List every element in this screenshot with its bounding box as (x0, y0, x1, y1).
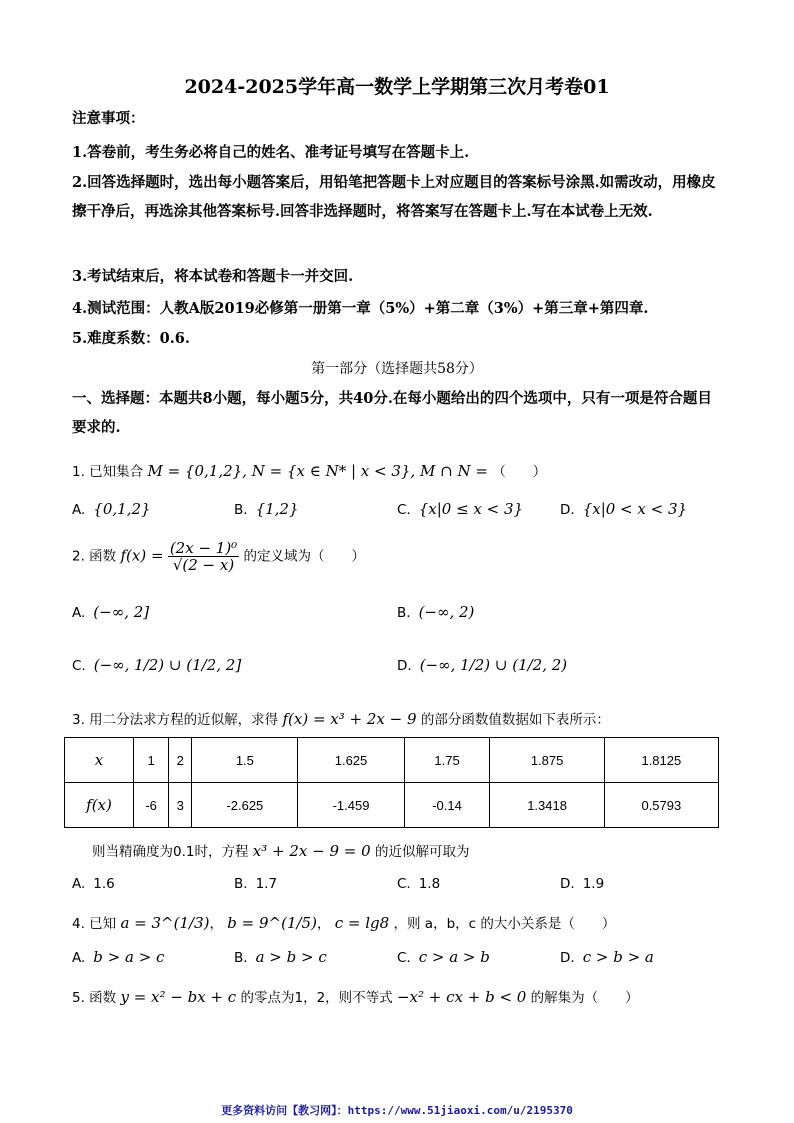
notice-item-1: 1.答卷前，考生务必将自己的姓名、准考证号填写在答题卡上. (72, 144, 470, 161)
table-row (65, 783, 719, 828)
q2-option-c: C. (−∞, 1/2) ∪ (1/2, 2] (72, 656, 242, 674)
table-cell: -6 (134, 783, 169, 828)
q3-text-b: 的部分函数值数据如下表所示： (420, 712, 610, 728)
q4-prefix: 4. 已知 (72, 916, 117, 932)
q2-numerator: (2x − 1)⁰ (169, 539, 238, 557)
table-row (65, 738, 719, 783)
table-header-x: x (65, 738, 134, 783)
q1-option-a: A. {0,1,2} (72, 500, 151, 518)
q2-suffix: 的定义域为（ ） (243, 548, 365, 565)
table-cell: -1.459 (298, 783, 404, 828)
notice-item-4: 4.测试范围：人教A版2019必修第一册第一章（5%）+第二章（3%）+第三章+第四章. (72, 300, 649, 317)
table-header-fx: f(x) (65, 783, 134, 828)
q4-option-c: C. c > a > b (397, 948, 490, 966)
notice-item-2: 2.回答选择题时，选出每小题答案后，用铅笔把答题卡上对应题目的答案标号涂黑.如需改动，用橡皮擦干净后，再选涂其他答案标号.回答非选择题时，将答案写在答题卡上.写在本试卷上无效. (72, 174, 716, 220)
question-4: 4. 已知 a = 3^(1/3)， b = 9^(1/5)， c = lg8 ，则 a，b，c 的大小关系是（ ） (72, 914, 616, 932)
q5-math1: y = x² − bx + c (120, 988, 237, 1006)
q5-math2: −x² + cx + b < 0 (396, 988, 527, 1006)
q4-suffix: ，则 a，b，c 的大小关系是（ ） (393, 916, 616, 932)
q2-lhs: f(x) = (120, 546, 164, 565)
value-table (64, 737, 719, 828)
q1-option-b: B. {1,2} (234, 500, 299, 518)
q3-math: f(x) = x³ + 2x − 9 (282, 710, 417, 728)
table-cell: 1.8125 (604, 738, 718, 783)
table-cell: 1.3418 (490, 783, 604, 828)
section-heading: 一、选择题：本题共8小题，每小题5分，共40分.在每小题给出的四个选项中，只有一项是符合题目要求的. (72, 390, 712, 436)
notice-item-5: 5.难度系数：0.6. (72, 330, 190, 347)
table-cell: 2 (169, 738, 192, 783)
q3-option-d: D. 1.9 (560, 876, 605, 892)
q3-option-a: A. 1.6 (72, 876, 115, 892)
table-cell: 1.625 (298, 738, 404, 783)
question-3 (72, 708, 610, 728)
page-title: 2024-2025学年高一数学上学期第三次月考卷01 (184, 76, 610, 98)
q4-option-b: B. a > b > c (234, 948, 327, 966)
q3-followup (92, 840, 469, 860)
q1-math: M = {0,1,2}, N = {x ∈ N* | x < 3}, M ∩ N = (147, 462, 488, 480)
q4-option-a: A. b > a > c (72, 948, 165, 966)
table-cell: -0.14 (404, 783, 490, 828)
q5-suffix: 的解集为（ ） (530, 990, 639, 1006)
notice-heading: 注意事项： (72, 110, 145, 127)
table-cell: 1.875 (490, 738, 604, 783)
q4-b: b = 9^(1/5) (227, 914, 317, 932)
q3-option-b: B. 1.7 (234, 876, 278, 892)
q3-follow-math: x³ + 2x − 9 = 0 (252, 842, 371, 860)
q2-option-d: D. (−∞, 1/2) ∪ (1/2, 2) (397, 656, 568, 674)
table-cell: 3 (169, 783, 192, 828)
q3-text-a: 3. 用二分法求方程的近似解，求得 (72, 712, 279, 728)
table-cell: 1 (134, 738, 169, 783)
q4-option-d: D. c > b > a (560, 948, 654, 966)
q3-follow-b: 的近似解可取为 (374, 844, 470, 860)
table-cell: -2.625 (192, 783, 298, 828)
notice-item-3: 3.考试结束后，将本试卷和答题卡一并交回. (72, 268, 354, 285)
q3-follow-a: 则当精确度为0.1时，方程 (92, 844, 249, 860)
q2-fraction (168, 540, 239, 573)
q2-denominator: √(2 − x) (172, 556, 235, 574)
q1-blank: （ ） (492, 464, 547, 480)
q5-mid: 的零点为1，2，则不等式 (240, 990, 393, 1006)
q2-prefix: 2. 函数 (72, 548, 117, 565)
question-2 (72, 540, 365, 573)
part-heading: 第一部分（选择题共58分） (311, 361, 483, 377)
question-5 (72, 986, 639, 1006)
q2-option-b: B. (−∞, 2) (397, 603, 475, 621)
table-cell: 1.5 (192, 738, 298, 783)
question-1 (72, 460, 546, 480)
q2-option-a: A. (−∞, 2] (72, 603, 150, 621)
q4-a: a = 3^(1/3) (120, 914, 210, 932)
q4-c: c = lg8 (334, 914, 390, 932)
q1-option-d: D. {x|0 < x < 3} (560, 500, 688, 518)
q5-prefix: 5. 函数 (72, 990, 117, 1006)
q1-prefix: 1. 已知集合 (72, 464, 144, 480)
q1-option-c: C. {x|0 ≤ x < 3} (397, 500, 524, 518)
table-cell: 1.75 (404, 738, 490, 783)
q3-option-c: C. 1.8 (397, 876, 441, 892)
table-cell: 0.5793 (604, 783, 718, 828)
footer-link[interactable]: 更多资料访问【教习网】：https://www.51jiaoxi.com/u/2195370 (221, 1104, 573, 1117)
